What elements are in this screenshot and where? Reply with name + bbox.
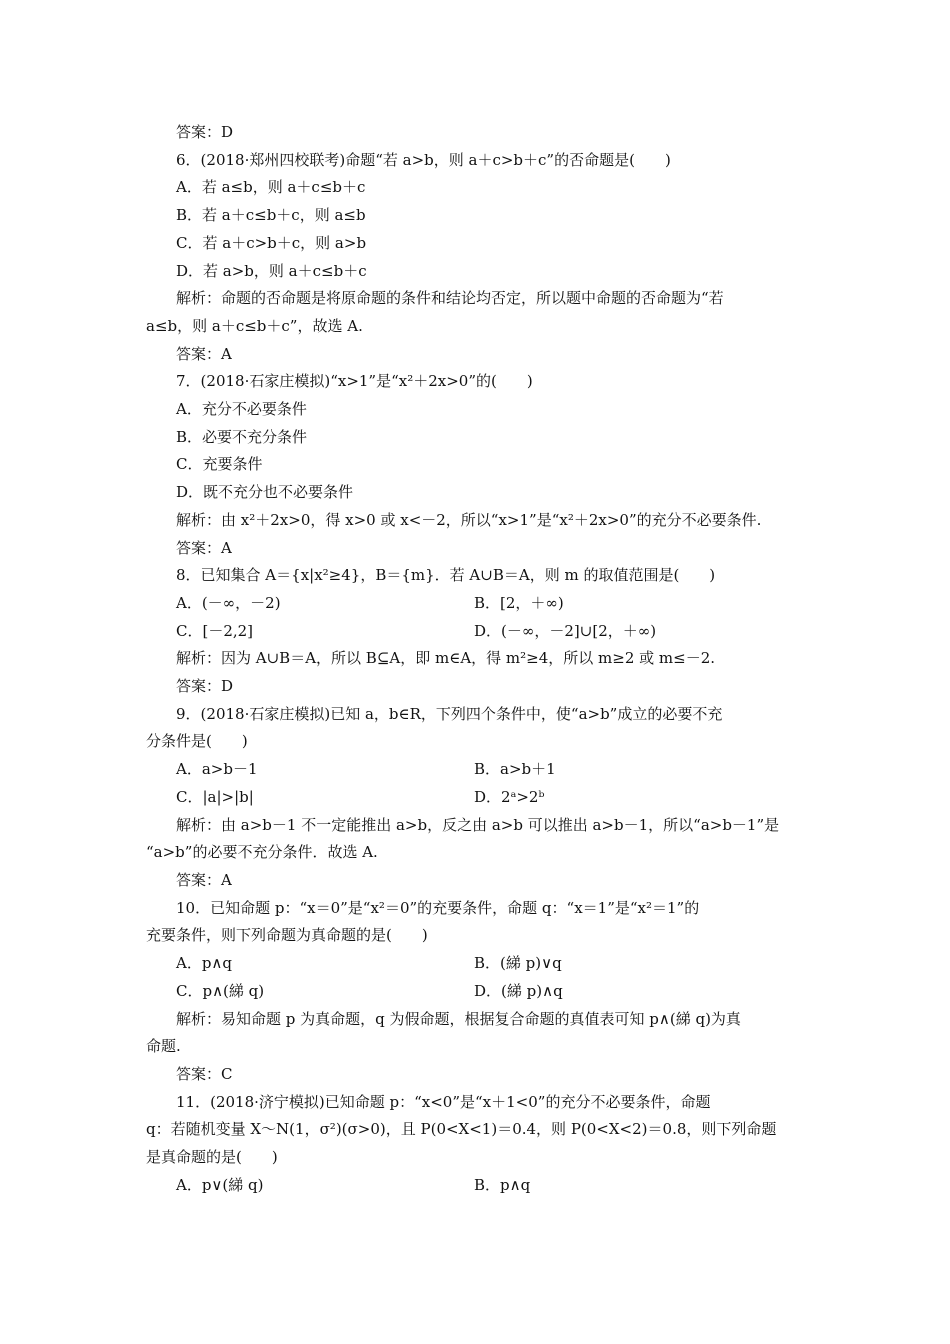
- text-line: 9．(2018·石家庄模拟)已知 a，b∈R，下列四个条件中，使“a>b”成立的必要不充: [176, 704, 723, 723]
- option-right: B．p∧q: [474, 1175, 531, 1194]
- text-line: a≤b，则 a＋c≤b＋c”，故选 A.: [146, 316, 363, 335]
- text-line: 答案：D: [176, 123, 234, 141]
- text-line: C．充要条件: [176, 455, 263, 474]
- text-line: B．若 a＋c≤b＋c，则 a≤b: [176, 206, 366, 225]
- text-line: “a>b”的必要不充分条件．故选 A.: [146, 843, 378, 862]
- text-line: A．充分不必要条件: [176, 400, 307, 419]
- option-left: C．|a|>|b|: [176, 787, 254, 806]
- option-left: A．(－∞，－2): [176, 593, 281, 612]
- option-left: A．p∨(綈 q): [176, 1175, 264, 1194]
- option-row: [146, 784, 810, 812]
- text-line: 8．已知集合 A＝{x|x²≥4}，B＝{m}．若 A∪B＝A，则 m 的取值范围是( ): [176, 566, 716, 585]
- text-line: 7．(2018·石家庄模拟)“x>1”是“x²＋2x>0”的( ): [176, 372, 533, 391]
- document-body: [146, 119, 810, 1199]
- option-right: B．(綈 p)∨q: [474, 954, 562, 973]
- text-line: 答案：A: [176, 870, 232, 889]
- option-row: [146, 756, 810, 784]
- text-line: 充要条件，则下列命题为真命题的是( ): [146, 926, 428, 945]
- option-left: C．[－2,2]: [176, 621, 254, 640]
- option-right: D．(綈 p)∧q: [474, 981, 563, 1000]
- option-right: D．2ᵃ>2ᵇ: [474, 787, 545, 806]
- text-line: 答案：A: [176, 344, 232, 363]
- text-line: 答案：C: [176, 1064, 233, 1083]
- text-line: 11．(2018·济宁模拟)已知命题 p：“x<0”是“x＋1<0”的充分不必要条件，命题: [176, 1092, 711, 1111]
- text-line: 答案：D: [176, 677, 234, 696]
- option-left: A．p∧q: [176, 954, 233, 973]
- text-line: D．若 a>b，则 a＋c≤b＋c: [176, 261, 367, 280]
- option-right: B．a>b＋1: [474, 760, 556, 779]
- option-right: B．[2，＋∞): [474, 593, 564, 612]
- text-line: 10．已知命题 p：“x＝0”是“x²＝0”的充要条件，命题 q：“x＝1”是“x²＝1”的: [176, 898, 700, 917]
- text-line: 答案：A: [176, 538, 232, 557]
- text-line: B．必要不充分条件: [176, 427, 308, 446]
- text-line: 6．(2018·郑州四校联考)命题“若 a>b，则 a＋c>b＋c”的否命题是( ): [176, 150, 671, 169]
- option-row: [146, 950, 810, 978]
- text-line: 解析：由 x²＋2x>0，得 x>0 或 x<－2，所以“x>1”是“x²＋2x>0”的充分不必要条件.: [176, 510, 762, 529]
- text-line: 分条件是( ): [146, 732, 248, 751]
- text-line: 解析：因为 A∪B＝A，所以 B⊆A，即 m∈A，得 m²≥4，所以 m≥2 或 m≤－2.: [176, 649, 716, 668]
- text-line: q：若随机变量 X～N(1，σ²)(σ>0)，且 P(0<X<1)＝0.4，则 P(0<X<2)＝0.8，则下列命题: [146, 1120, 777, 1139]
- text-line: A．若 a≤b，则 a＋c≤b＋c: [176, 178, 366, 197]
- text-line: 解析：命题的否命题是将原命题的条件和结论均否定，所以题中命题的否命题为“若: [176, 289, 724, 308]
- option-row: [146, 978, 810, 1006]
- text-line: C．若 a＋c>b＋c，则 a>b: [176, 233, 367, 252]
- option-right: D．(－∞，－2]∪[2，＋∞): [474, 621, 657, 640]
- text-line: 解析：易知命题 p 为真命题，q 为假命题，根据复合命题的真值表可知 p∧(綈 q)为真: [176, 1009, 741, 1028]
- option-left: A．a>b－1: [176, 760, 258, 779]
- option-left: C．p∧(綈 q): [176, 981, 265, 1000]
- option-row: [146, 590, 810, 618]
- text-line: 命题.: [146, 1037, 181, 1056]
- text-line: 是真命题的是( ): [146, 1148, 278, 1167]
- option-row: [146, 618, 810, 646]
- text-line: 解析：由 a>b－1 不一定能推出 a>b，反之由 a>b 可以推出 a>b－1，所以“a>b－1”是: [176, 815, 780, 834]
- text-line: D．既不充分也不必要条件: [176, 483, 354, 502]
- option-row: [146, 1172, 810, 1200]
